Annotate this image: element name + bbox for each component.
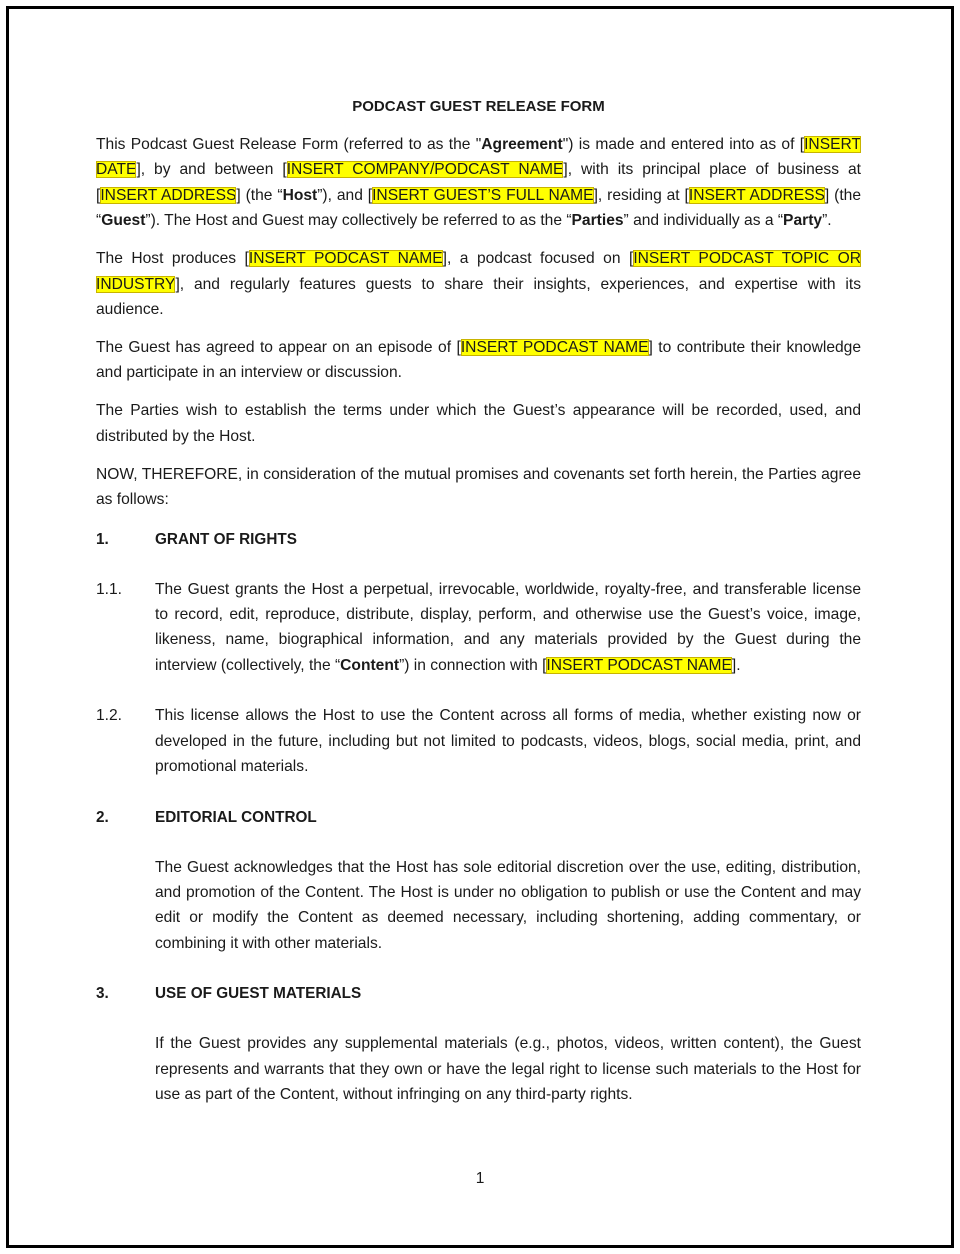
text: ] (the “ (96, 186, 862, 230)
podcast-paragraph (96, 246, 861, 322)
section-number: 1. (96, 530, 109, 548)
text: ] to contribute their knowledge and participate in an interview or discussion. (96, 339, 862, 382)
text: ], a podcast focused on [ (442, 250, 634, 268)
clause-text (155, 577, 861, 679)
clause-1-2 (96, 703, 861, 779)
appearance-paragraph (96, 335, 861, 386)
editorial-control-text: The Guest acknowledges that the Host has sole editorial discretion over the use, editing, distribution, and promotion of the Content. The Host is under no obligation to publish or use the Content and may edit or modify the Content as deemed necessary, including shortening, adding commentary, or combining it with other materials. (155, 858, 861, 952)
placeholder-company-name: INSERT COMPANY/PODCAST NAME (286, 161, 564, 179)
text: ], with its principal place of business at [ (96, 161, 861, 204)
text: ”. (822, 212, 832, 230)
section-number: 2. (96, 808, 109, 826)
section-heading-use-of-guest-materials (96, 981, 861, 1006)
document-title: PODCAST GUEST RELEASE FORM (352, 98, 605, 115)
text: ], by and between [ (136, 161, 287, 179)
text: ”), and [ (317, 186, 373, 204)
placeholder-guest-address: INSERT ADDRESS (688, 186, 825, 204)
text: The Guest has agreed to appear on an episode of [ (96, 339, 461, 357)
section-heading-grant-of-rights (96, 527, 861, 552)
text: ], and regularly features guests to share their insights, experiences, and expertise with its audience. (96, 275, 861, 319)
text: This Podcast Guest Release Form (referred to as the " (96, 136, 482, 153)
section-heading-editorial-control (96, 805, 861, 830)
term-host: Host (282, 186, 318, 204)
section-title: USE OF GUEST MATERIALS (155, 985, 362, 1003)
text: The Guest grants the Host a perpetual, irrevocable, worldwide, royalty-free, and transferable license to record, edit, reproduce, distribute, display, perform, and otherwise use the Guest’s voice, image, likeness, name, biographical information, and any materials provided by the Guest during the interview (collectively, the “ (155, 580, 861, 674)
term-parties: Parties (571, 212, 624, 230)
text: ") is made and entered into as of [ (562, 136, 805, 153)
section-title: GRANT OF RIGHTS (155, 530, 297, 548)
placeholder-podcast-name: INSERT PODCAST NAME (248, 250, 443, 268)
clause-1-1 (96, 577, 861, 679)
guest-materials-text: If the Guest provides any supplemental materials (e.g., photos, videos, written content), the Guest represents and warrants that they own or have the legal right to license such materials to the Host for use as part of the Content, without infringing on any third-party rights. (155, 1035, 861, 1103)
document-page (96, 94, 861, 1107)
text: The Host produces [ (96, 250, 249, 268)
text: ]. (731, 656, 741, 674)
text: ], residing at [ (593, 186, 689, 204)
term-party: Party (783, 212, 823, 230)
term-guest: Guest (101, 212, 146, 230)
placeholder-podcast-topic: INSERT PODCAST TOPIC OR INDUSTRY (96, 250, 861, 293)
term-agreement: Agreement (481, 136, 563, 153)
placeholder-guest-name: INSERT GUEST’S FULL NAME (372, 186, 594, 204)
clause-text: This license allows the Host to use the Content across all forms of media, whether existing now or developed in the future, including but not limited to podcasts, videos, blogs, social media, print, and promotional materials. (155, 707, 861, 776)
placeholder-podcast-name: INSERT PODCAST NAME (460, 339, 649, 357)
text: ”). The Host and Guest may collectively be referred to as the “ (145, 212, 572, 230)
placeholder-host-address: INSERT ADDRESS (100, 186, 237, 204)
placeholder-date: INSERT DATE (96, 136, 861, 179)
clause-number: 1.1. (96, 580, 123, 598)
placeholder-podcast-name: INSERT PODCAST NAME (546, 656, 732, 674)
text: ” and individually as a “ (623, 212, 784, 230)
text: ] (the “ (236, 186, 283, 204)
section-title: EDITORIAL CONTROL (155, 808, 317, 826)
term-content: Content (340, 656, 400, 674)
clause-number: 1.2. (96, 707, 123, 725)
page-number: 1 (475, 1170, 485, 1187)
terms-paragraph: The Parties wish to establish the terms under which the Guest’s appearance will be recorded, used, and distributed by the Host. (96, 402, 861, 445)
section-number: 3. (96, 985, 109, 1003)
text: ”) in connection with [ (399, 656, 547, 674)
intro-paragraph (96, 132, 861, 234)
consideration-paragraph: NOW, THEREFORE, in consideration of the mutual promises and covenants set forth herein, the Parties agree as follows: (96, 465, 861, 509)
